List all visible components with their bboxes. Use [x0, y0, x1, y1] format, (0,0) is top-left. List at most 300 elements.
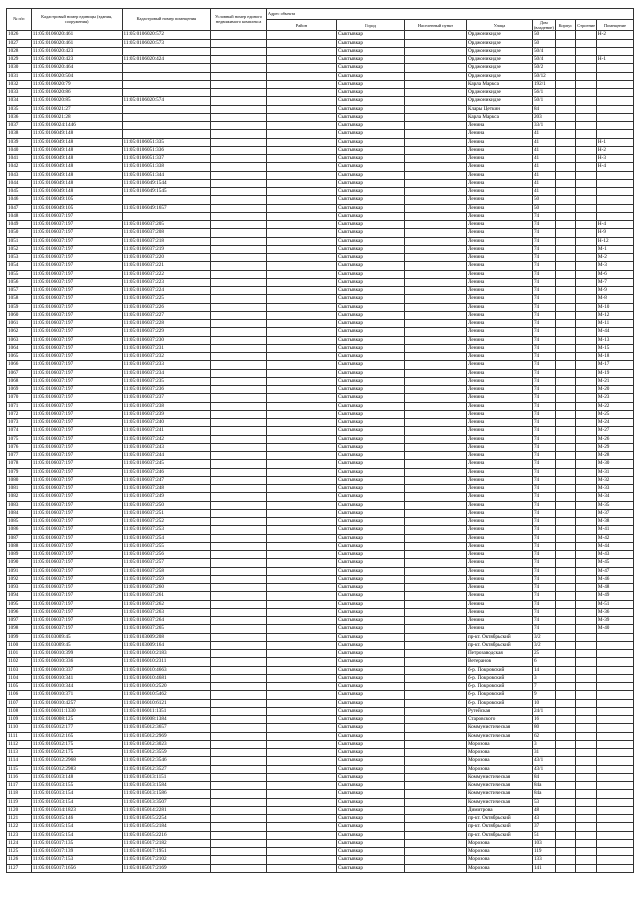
- settlement-cell: [405, 427, 467, 435]
- cad-unit-cell: 11:05:0106037:197: [31, 427, 122, 435]
- street-cell: Ленина: [466, 171, 532, 179]
- street-cell: Ленина: [466, 278, 532, 286]
- settlement-cell: [405, 460, 467, 468]
- building-cell: [576, 386, 597, 394]
- table-row: [7, 831, 634, 839]
- cond-unit-cell: [211, 773, 267, 781]
- city-cell: Сыктывкар: [337, 740, 405, 748]
- city-cell: Сыктывкар: [337, 171, 405, 179]
- cond-unit-cell: [211, 56, 267, 64]
- room-cell: [596, 72, 633, 80]
- street-cell: Орджоникидзе: [466, 47, 532, 55]
- korpus-cell: [555, 782, 576, 790]
- cond-unit-cell: [211, 567, 267, 575]
- table-row: [7, 221, 634, 229]
- table-row: [7, 575, 634, 583]
- building-cell: [576, 699, 597, 707]
- cad-room-cell: 11:05:0106037:243: [122, 443, 211, 451]
- table-row: [7, 262, 634, 270]
- settlement-cell: [405, 254, 467, 262]
- house-cell: 50: [532, 39, 555, 47]
- cad-unit-cell: 11:05:0106037:197: [31, 328, 122, 336]
- room-cell: [596, 658, 633, 666]
- house-cell: 74: [532, 254, 555, 262]
- room-cell: М-10: [596, 303, 633, 311]
- korpus-cell: [555, 493, 576, 501]
- street-cell: пр-кт. Октябрьский: [466, 815, 532, 823]
- table-row: [7, 864, 634, 872]
- korpus-cell: [555, 31, 576, 39]
- building-cell: [576, 419, 597, 427]
- house-cell: 74: [532, 526, 555, 534]
- room-cell: М-6: [596, 270, 633, 278]
- korpus-cell: [555, 196, 576, 204]
- cond-unit-cell: [211, 443, 267, 451]
- city-cell: Сыктывкар: [337, 773, 405, 781]
- table-row: [7, 64, 634, 72]
- settlement-cell: [405, 699, 467, 707]
- house-cell: 74: [532, 567, 555, 575]
- settlement-cell: [405, 188, 467, 196]
- cond-unit-cell: [211, 427, 267, 435]
- city-cell: Сыктывкар: [337, 509, 405, 517]
- cad-unit-cell: 11:05:0106049:105: [31, 204, 122, 212]
- region-cell: [266, 815, 336, 823]
- settlement-cell: [405, 452, 467, 460]
- city-cell: Сыктывкар: [337, 97, 405, 105]
- row-num: 1083: [7, 501, 32, 509]
- korpus-cell: [555, 476, 576, 484]
- cond-unit-cell: [211, 806, 267, 814]
- row-num: 1098: [7, 625, 32, 633]
- house-cell: 74: [532, 361, 555, 369]
- row-num: 1044: [7, 179, 32, 187]
- street-cell: Ленина: [466, 237, 532, 245]
- street-cell: Ленина: [466, 303, 532, 311]
- house-cell: 74: [532, 245, 555, 253]
- korpus-cell: [555, 815, 576, 823]
- cond-unit-cell: [211, 122, 267, 130]
- city-cell: Сыктывкар: [337, 485, 405, 493]
- settlement-cell: [405, 245, 467, 253]
- table-row: [7, 443, 634, 451]
- korpus-cell: [555, 600, 576, 608]
- city-cell: Сыктывкар: [337, 47, 405, 55]
- house-cell: 74: [532, 443, 555, 451]
- settlement-cell: [405, 864, 467, 872]
- room-cell: [596, 89, 633, 97]
- building-cell: [576, 427, 597, 435]
- row-num: 1121: [7, 815, 32, 823]
- region-cell: [266, 122, 336, 130]
- house-cell: 41: [532, 171, 555, 179]
- cad-room-cell: 11:05:0106037:233: [122, 361, 211, 369]
- cond-unit-cell: [211, 476, 267, 484]
- region-cell: [266, 468, 336, 476]
- house-cell: 74: [532, 476, 555, 484]
- table-row: [7, 377, 634, 385]
- building-cell: [576, 674, 597, 682]
- cad-unit-cell: 11:05:0105012:177: [31, 724, 122, 732]
- city-cell: Сыктывкар: [337, 460, 405, 468]
- room-cell: [596, 765, 633, 773]
- cond-unit-cell: [211, 410, 267, 418]
- street-cell: Ленина: [466, 270, 532, 278]
- row-num: 1031: [7, 72, 32, 80]
- cad-unit-cell: 11:05:0105012:175: [31, 749, 122, 757]
- row-num: 1097: [7, 617, 32, 625]
- city-cell: Сыктывкар: [337, 542, 405, 550]
- settlement-cell: [405, 419, 467, 427]
- cond-unit-cell: [211, 839, 267, 847]
- city-cell: Сыктывкар: [337, 749, 405, 757]
- building-cell: [576, 617, 597, 625]
- cad-room-cell: 11:05:0106037:238: [122, 402, 211, 410]
- settlement-cell: [405, 31, 467, 39]
- city-cell: Сыктывкар: [337, 534, 405, 542]
- row-num: 1043: [7, 171, 32, 179]
- building-cell: [576, 320, 597, 328]
- city-cell: Сыктывкар: [337, 831, 405, 839]
- row-num: 1087: [7, 534, 32, 542]
- cond-unit-cell: [211, 617, 267, 625]
- room-cell: М-44: [596, 542, 633, 550]
- row-num: 1039: [7, 138, 32, 146]
- cad-room-cell: [122, 113, 211, 121]
- table-row: [7, 683, 634, 691]
- table-row: [7, 707, 634, 715]
- cad-unit-cell: 11:05:0106049:148: [31, 146, 122, 154]
- room-cell: [596, 724, 633, 732]
- building-cell: [576, 443, 597, 451]
- region-cell: [266, 831, 336, 839]
- street-cell: Ленина: [466, 410, 532, 418]
- room-cell: [596, 666, 633, 674]
- cond-unit-cell: [211, 130, 267, 138]
- cad-room-cell: 11:05:0105013:1584: [122, 782, 211, 790]
- cad-unit-cell: 11:05:0105015:154: [31, 823, 122, 831]
- table-row: [7, 600, 634, 608]
- row-num: 1072: [7, 410, 32, 418]
- korpus-cell: [555, 724, 576, 732]
- region-cell: [266, 303, 336, 311]
- region-cell: [266, 179, 336, 187]
- cad-unit-cell: 11:05:0106049:148: [31, 130, 122, 138]
- cad-unit-cell: 11:05:0106010:336: [31, 658, 122, 666]
- row-num: 1070: [7, 394, 32, 402]
- room-cell: М-17: [596, 361, 633, 369]
- house-cell: 41: [532, 155, 555, 163]
- table-row: [7, 245, 634, 253]
- cad-unit-cell: 11:05:0106037:197: [31, 229, 122, 237]
- building-cell: [576, 724, 597, 732]
- building-cell: [576, 732, 597, 740]
- cad-unit-cell: 11:05:0106037:197: [31, 353, 122, 361]
- region-cell: [266, 113, 336, 121]
- cond-unit-cell: [211, 732, 267, 740]
- building-cell: [576, 56, 597, 64]
- cad-unit-cell: 11:05:0105012:2968: [31, 757, 122, 765]
- cad-room-cell: 11:05:0106037:248: [122, 485, 211, 493]
- house-cell: 3: [532, 674, 555, 682]
- city-cell: Сыктывкар: [337, 501, 405, 509]
- building-cell: [576, 707, 597, 715]
- row-num: 1079: [7, 468, 32, 476]
- settlement-cell: [405, 386, 467, 394]
- room-cell: [596, 691, 633, 699]
- street-cell: Ленина: [466, 592, 532, 600]
- cond-unit-cell: [211, 757, 267, 765]
- region-cell: [266, 56, 336, 64]
- house-cell: 84: [532, 773, 555, 781]
- settlement-cell: [405, 790, 467, 798]
- house-cell: 33/1: [532, 122, 555, 130]
- region-cell: [266, 567, 336, 575]
- room-cell: Н-1: [596, 138, 633, 146]
- cond-unit-cell: [211, 526, 267, 534]
- house-cell: 74: [532, 485, 555, 493]
- table-row: [7, 518, 634, 526]
- building-cell: [576, 592, 597, 600]
- city-cell: Сыктывкар: [337, 353, 405, 361]
- korpus-cell: [555, 674, 576, 682]
- korpus-cell: [555, 633, 576, 641]
- cond-unit-cell: [211, 782, 267, 790]
- korpus-cell: [555, 435, 576, 443]
- cad-unit-cell: 11:05:0106037:197: [31, 287, 122, 295]
- room-cell: М-44: [596, 328, 633, 336]
- room-cell: М-23: [596, 394, 633, 402]
- street-cell: Ленина: [466, 196, 532, 204]
- room-cell: М-37: [596, 509, 633, 517]
- region-cell: [266, 633, 336, 641]
- region-cell: [266, 72, 336, 80]
- table-row: [7, 386, 634, 394]
- street-cell: б-р. Покровский: [466, 691, 532, 699]
- city-cell: Сыктывкар: [337, 196, 405, 204]
- settlement-cell: [405, 262, 467, 270]
- row-num: 1073: [7, 419, 32, 427]
- table-row: [7, 89, 634, 97]
- korpus-cell: [555, 443, 576, 451]
- table-row: [7, 468, 634, 476]
- house-cell: 25: [532, 650, 555, 658]
- house-cell: 50/1: [532, 97, 555, 105]
- building-cell: [576, 600, 597, 608]
- cad-room-cell: 11:05:0106020:573: [122, 39, 211, 47]
- house-cell: 192/1: [532, 80, 555, 88]
- city-cell: Сыктывкар: [337, 361, 405, 369]
- settlement-cell: [405, 311, 467, 319]
- table-row: [7, 344, 634, 352]
- row-num: 1091: [7, 567, 32, 575]
- building-cell: [576, 254, 597, 262]
- korpus-cell: [555, 740, 576, 748]
- row-num: 1047: [7, 204, 32, 212]
- street-cell: Ленина: [466, 320, 532, 328]
- cad-unit-cell: 11:05:0106037:197: [31, 369, 122, 377]
- room-cell: М-29: [596, 443, 633, 451]
- region-cell: [266, 435, 336, 443]
- settlement-cell: [405, 476, 467, 484]
- building-cell: [576, 328, 597, 336]
- house-cell: 16: [532, 716, 555, 724]
- house-cell: 74: [532, 452, 555, 460]
- row-num: 1066: [7, 361, 32, 369]
- korpus-cell: [555, 212, 576, 220]
- region-cell: [266, 534, 336, 542]
- table-row: [7, 699, 634, 707]
- street-cell: Орджоникидзе: [466, 39, 532, 47]
- property-table: [6, 8, 634, 873]
- city-cell: Сыктывкар: [337, 80, 405, 88]
- room-cell: [596, 641, 633, 649]
- city-cell: Сыктывкар: [337, 435, 405, 443]
- region-cell: [266, 97, 336, 105]
- region-cell: [266, 707, 336, 715]
- house-cell: 74: [532, 394, 555, 402]
- korpus-cell: [555, 509, 576, 517]
- cad-room-cell: 11:05:0106008:1384: [122, 716, 211, 724]
- room-cell: [596, 740, 633, 748]
- table-row: [7, 320, 634, 328]
- house-cell: 37: [532, 823, 555, 831]
- settlement-cell: [405, 56, 467, 64]
- house-cell: 24/1: [532, 707, 555, 715]
- cad-room-cell: 11:05:0106011:1351: [122, 707, 211, 715]
- street-cell: Ленина: [466, 608, 532, 616]
- settlement-cell: [405, 724, 467, 732]
- room-cell: [596, 674, 633, 682]
- table-row: [7, 716, 634, 724]
- house-cell: 74: [532, 278, 555, 286]
- region-cell: [266, 790, 336, 798]
- region-cell: [266, 427, 336, 435]
- table-row: [7, 237, 634, 245]
- building-cell: [576, 608, 597, 616]
- korpus-cell: [555, 64, 576, 72]
- street-cell: Ленина: [466, 419, 532, 427]
- region-cell: [266, 386, 336, 394]
- row-num: 1053: [7, 254, 32, 262]
- cad-unit-cell: 11:05:0105015:146: [31, 815, 122, 823]
- cond-unit-cell: [211, 138, 267, 146]
- korpus-cell: [555, 402, 576, 410]
- cad-unit-cell: 11:05:0103009:45: [31, 633, 122, 641]
- header-cad-room: Кадастровый номер помещения: [122, 9, 211, 31]
- building-cell: [576, 782, 597, 790]
- region-cell: [266, 320, 336, 328]
- cond-unit-cell: [211, 501, 267, 509]
- table-row: [7, 526, 634, 534]
- table-row: [7, 856, 634, 864]
- building-cell: [576, 270, 597, 278]
- settlement-cell: [405, 179, 467, 187]
- city-cell: Сыктывкар: [337, 245, 405, 253]
- street-cell: Ленина: [466, 476, 532, 484]
- building-cell: [576, 559, 597, 567]
- cad-room-cell: 11:05:0106037:253: [122, 526, 211, 534]
- korpus-cell: [555, 188, 576, 196]
- cond-unit-cell: [211, 707, 267, 715]
- street-cell: Ленина: [466, 542, 532, 550]
- city-cell: Сыктывкар: [337, 130, 405, 138]
- korpus-cell: [555, 699, 576, 707]
- cad-room-cell: [122, 212, 211, 220]
- region-cell: [266, 328, 336, 336]
- city-cell: Сыктывкар: [337, 782, 405, 790]
- cond-unit-cell: [211, 724, 267, 732]
- cond-unit-cell: [211, 105, 267, 113]
- city-cell: Сыктывкар: [337, 716, 405, 724]
- table-row: [7, 328, 634, 336]
- korpus-cell: [555, 303, 576, 311]
- cad-room-cell: 11:05:0105017:2182: [122, 839, 211, 847]
- cad-room-cell: 11:05:0103009:208: [122, 633, 211, 641]
- settlement-cell: [405, 369, 467, 377]
- room-cell: [596, 171, 633, 179]
- city-cell: Сыктывкар: [337, 146, 405, 154]
- settlement-cell: [405, 146, 467, 154]
- street-cell: Ленина: [466, 468, 532, 476]
- cad-room-cell: 11:05:0105012:3527: [122, 765, 211, 773]
- city-cell: Сыктывкар: [337, 377, 405, 385]
- korpus-cell: [555, 410, 576, 418]
- house-cell: 74: [532, 419, 555, 427]
- building-cell: [576, 262, 597, 270]
- table-row: [7, 501, 634, 509]
- house-cell: 84а: [532, 790, 555, 798]
- region-cell: [266, 600, 336, 608]
- street-cell: Ленина: [466, 262, 532, 270]
- house-cell: 74: [532, 377, 555, 385]
- settlement-cell: [405, 567, 467, 575]
- region-cell: [266, 782, 336, 790]
- settlement-cell: [405, 295, 467, 303]
- cond-unit-cell: [211, 97, 267, 105]
- room-cell: М-47: [596, 567, 633, 575]
- cad-unit-cell: 11:05:0106037:197: [31, 435, 122, 443]
- table-row: [7, 97, 634, 105]
- building-cell: [576, 237, 597, 245]
- building-cell: [576, 468, 597, 476]
- cad-unit-cell: 11:05:0106037:197: [31, 386, 122, 394]
- room-cell: [596, 798, 633, 806]
- header-address: Адрес объекта: [266, 9, 633, 20]
- row-num: 1075: [7, 435, 32, 443]
- table-row: [7, 394, 634, 402]
- cond-unit-cell: [211, 435, 267, 443]
- house-cell: 203: [532, 113, 555, 121]
- cond-unit-cell: [211, 80, 267, 88]
- table-row: [7, 493, 634, 501]
- house-cell: 43: [532, 815, 555, 823]
- cad-unit-cell: 11:05:0105013:155: [31, 782, 122, 790]
- settlement-cell: [405, 782, 467, 790]
- cad-room-cell: 11:05:0106037:264: [122, 617, 211, 625]
- cad-unit-cell: 11:05:0105013:154: [31, 798, 122, 806]
- house-cell: 74: [532, 468, 555, 476]
- cad-room-cell: 11:05:0105012:2969: [122, 732, 211, 740]
- building-cell: [576, 171, 597, 179]
- cad-unit-cell: 11:05:0106049:148: [31, 179, 122, 187]
- table-row: [7, 592, 634, 600]
- settlement-cell: [405, 518, 467, 526]
- cad-unit-cell: 11:05:0106037:197: [31, 608, 122, 616]
- row-num: 1105: [7, 683, 32, 691]
- row-num: 1085: [7, 518, 32, 526]
- korpus-cell: [555, 419, 576, 427]
